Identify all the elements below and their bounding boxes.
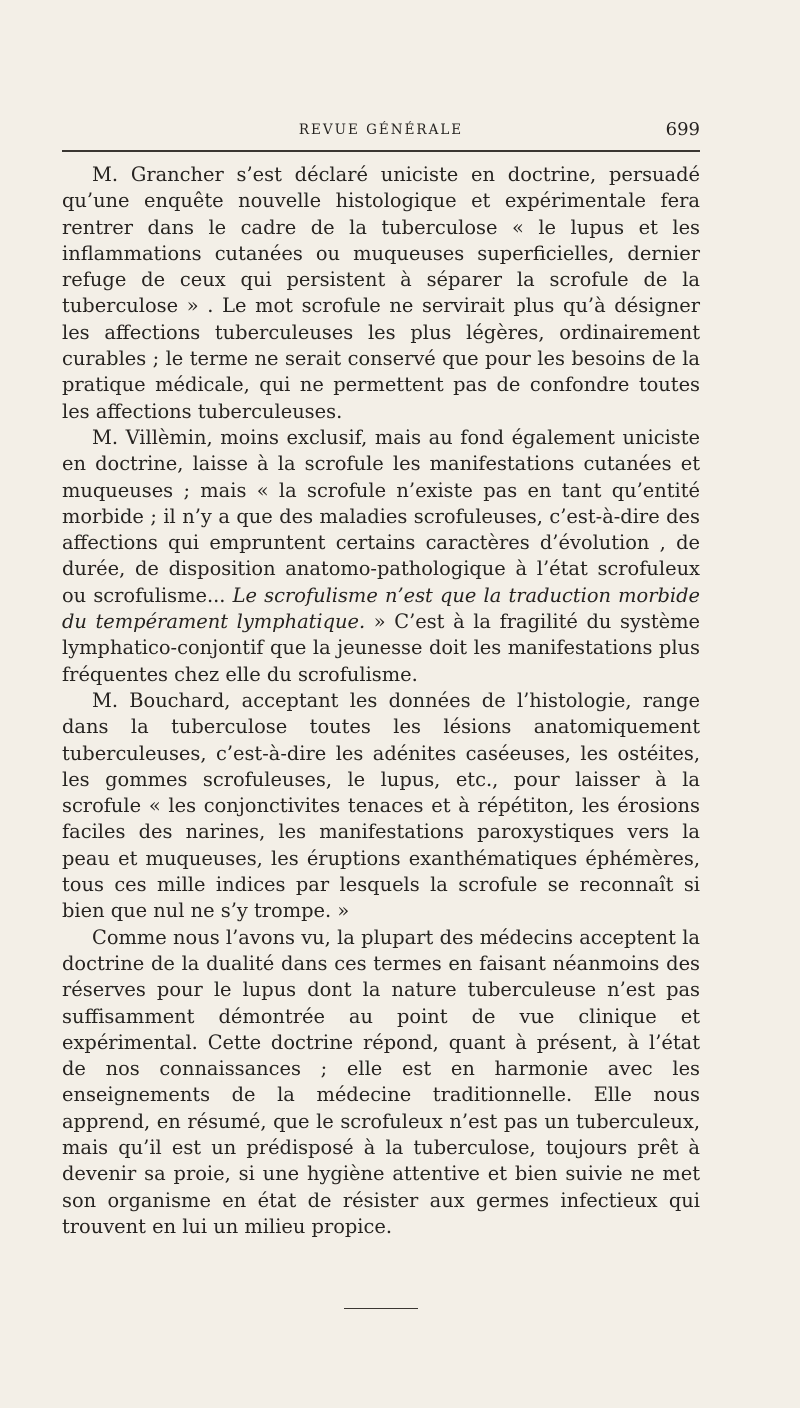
paragraph-villemin [62, 425, 700, 688]
paragraph-villemin-italic: Le scrofulisme n’est que la traduction morbide du tempérament lymphatique. [62, 583, 700, 634]
running-title: REVUE GÉNÉRALE [298, 122, 464, 138]
paragraph-bouchard: M. Bouchard, acceptant les données de l’histologie, range dans la tuberculose toutes les lésions anatomiquement tuberculeuses, c’est-à-dire les adénites caséeuses, les ostéites, les gommes scrofuleuses, le lupus, etc., pour laisser à la scrofule « les conjonctivites tenaces et à répétiton, les érosions faciles des narines, les manifestations paroxystiques vers la peau et muqueuses, les éruptions exanthématiques éphémères, tous ces mille indices par lesquels la scrofule se reconnaît si bien que nul ne s’y trompe. » [62, 688, 700, 923]
body-text [62, 162, 700, 1240]
running-head [62, 118, 700, 146]
paragraph-villemin-start: M. Villèmin, moins exclusif, mais au fond également uniciste en doctrine, laisse à la scrofule les manifestations cutanées et muqueuses ; mais « la scrofule n’existe pas en tant qu’entité morbide ; il n’y a que des maladies scrofuleuses, c’est-à-dire des affections qui empruntent certains caractères d’évolution , de durée, de disposition anatomo-pathologique à l’état scrofuleux ou scrofulisme... [62, 425, 700, 607]
header-rule [62, 150, 700, 152]
paragraph-conclusion: Comme nous l’avons vu, la plupart des médecins acceptent la doctrine de la dualité dans ces termes en faisant néanmoins des réserves pour le lupus dont la nature tuberculeuse n’est pas suffisamment démontrée au point de vue clinique et expérimental. Cette doctrine répond, quant à présent, à l’état de nos connaissances ; elle est en harmonie avec les enseignements de la médecine traditionnelle. Elle nous apprend, en résumé, que le scrofuleux n’est pas un tuberculeux, mais qu’il est un prédisposé à la tuberculose, toujours prêt à devenir sa proie, si une hygiène attentive et bien suivie ne met son organisme en état de résister aux germes infectieux qui trouvent en lui un milieu propice. [62, 925, 700, 1238]
paragraph-villemin-end: » C’est à la fragilité du système lymphatico-conjontif que la jeunesse doit les manifestations plus fréquentes chez elle du scrofulisme. [62, 610, 700, 686]
page-number: 699 [665, 119, 700, 140]
end-rule [344, 1308, 418, 1309]
paragraph-grancher: M. Grancher s’est déclaré uniciste en doctrine, persuadé qu’une enquête nouvelle histologique et expérimentale fera rentrer dans le cadre de la tuberculose « le lupus et les inflammations cutanées ou muqueuses superficielles, dernier refuge de ceux qui persistent à séparer la scrofule de la tuberculose » . Le mot scrofule ne servirait plus qu’à désigner les affections tuberculeuses les plus légères, ordinairement curables ; le terme ne serait conservé que pour les besoins de la pratique médicale, qui ne permettent pas de confondre toutes les affections tuberculeuses. [62, 163, 700, 423]
